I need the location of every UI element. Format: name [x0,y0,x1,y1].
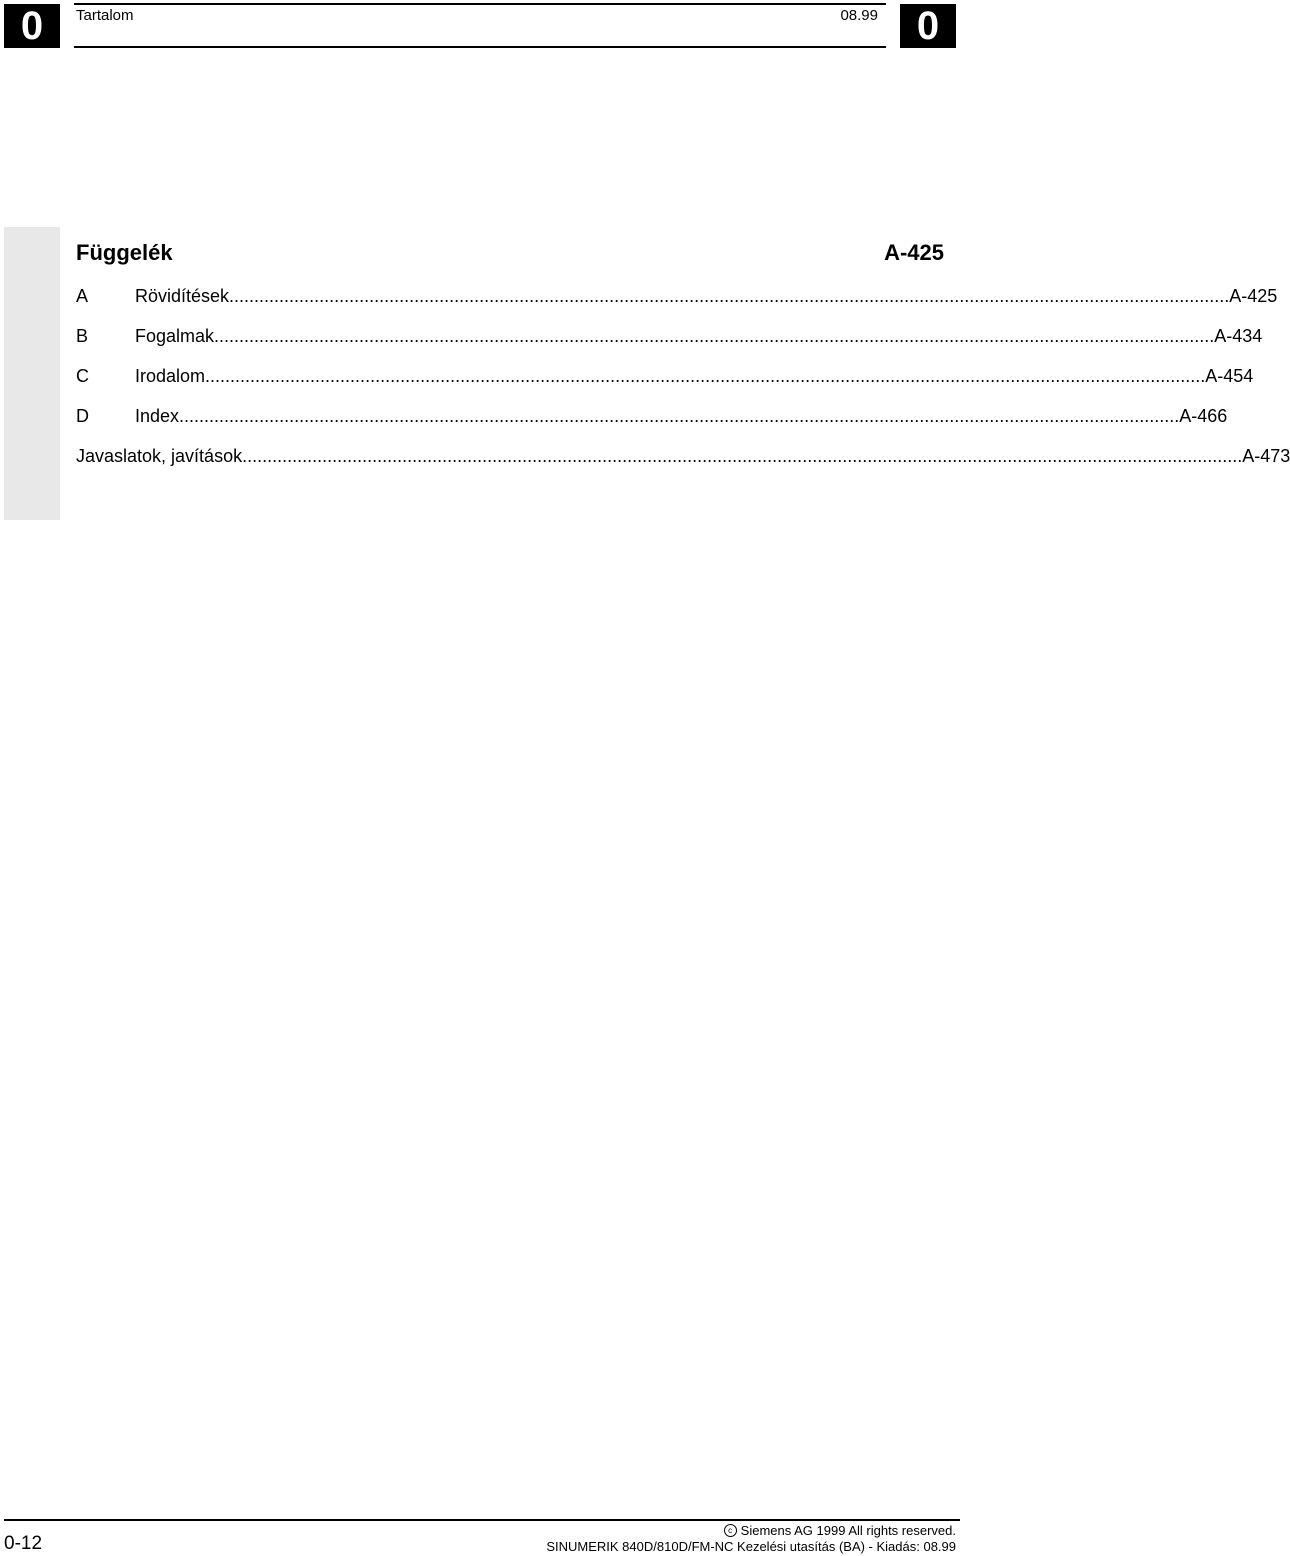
section-heading [76,238,944,268]
toc-list [76,284,1290,484]
footer-copyright [724,1523,956,1538]
toc-entry-page: A-473 [1242,446,1290,466]
chapter-number-right: 0 [900,4,956,48]
toc-entry-letter: B [76,326,89,346]
toc-entry-title: Fogalmak [135,326,215,346]
header-title: Tartalom [76,7,134,24]
toc-entry[interactable] [76,284,1278,324]
page-header [74,3,886,48]
copyright-icon: c [724,1524,737,1537]
toc-entry[interactable] [76,444,1290,484]
toc-entry-page: A-454 [1205,366,1254,386]
header-date: 08.99 [840,7,878,24]
toc-entry-page: A-434 [1214,326,1263,346]
footer-copyright-text: Siemens AG 1999 All rights reserved. [740,1523,956,1538]
toc-leader-dots: ........................................................................................................................................................................................................ [229,286,1230,306]
section-title: Függelék [76,240,173,265]
toc-entry-title: Irodalom [135,366,206,386]
toc-entry[interactable] [76,364,1254,404]
section-side-marker [4,227,60,520]
toc-entry-letter: D [76,406,89,426]
toc-leader-dots: ........................................................................................................................................................................................................ [205,366,1206,386]
toc-leader-dots: ........................................................................................................................................................................................................ [242,446,1243,466]
toc-entry[interactable] [76,324,1263,364]
toc-leader-dots: ........................................................................................................................................................................................................ [214,326,1215,346]
toc-entry-title: Index [135,406,180,426]
toc-entry-letter: C [76,366,89,386]
footer-page-number: 0-12 [4,1533,43,1554]
toc-entry-page: A-425 [1229,286,1278,306]
footer-document-title: SINUMERIK 840D/810D/FM-NC Kezelési utasítás (BA) - Kiadás: 08.99 [546,1539,956,1554]
footer-rule [4,1519,960,1521]
toc-entry-page: A-466 [1179,406,1228,426]
toc-leader-dots: ........................................................................................................................................................................................................ [179,406,1180,426]
toc-entry[interactable] [76,404,1228,444]
chapter-number-left: 0 [4,4,60,48]
section-page: A-425 [884,240,944,265]
toc-entry-title: Javaslatok, javítások [76,446,243,466]
toc-entry-title: Rövidítések [135,286,230,306]
toc-entry-letter: A [76,286,89,306]
